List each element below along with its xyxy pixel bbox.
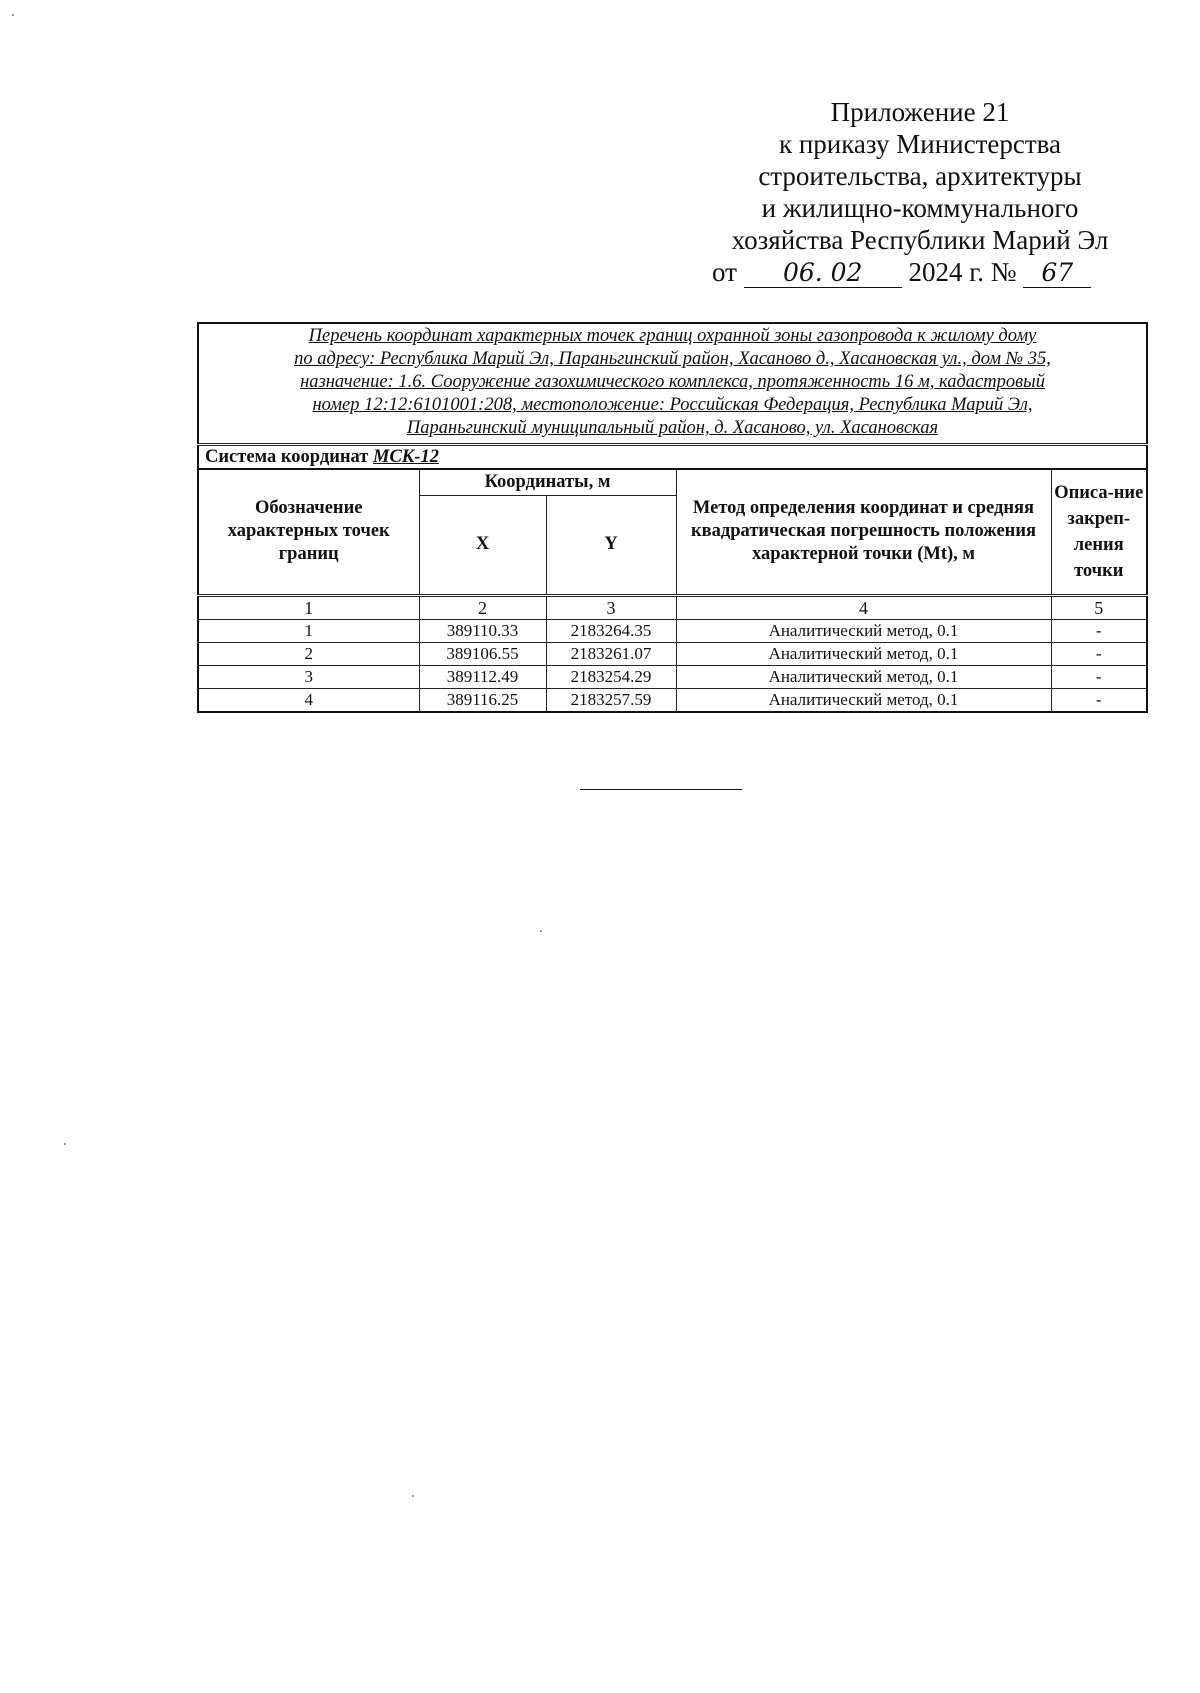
table-row <box>198 619 1147 642</box>
point-cell: 3 <box>198 665 419 688</box>
header-row-1 <box>198 469 1147 495</box>
y-cell: 2183264.35 <box>546 619 676 642</box>
table-title-line: по адресу: Республика Марий Эл, Параньгинский район, Хасаново д., Хасановская ул., дом № 35, <box>294 349 1051 369</box>
coord-system-value: МСК-12 <box>373 447 439 467</box>
order-date-number-line <box>700 256 1140 288</box>
description-cell: - <box>1051 642 1147 665</box>
column-number: 1 <box>198 595 419 619</box>
end-of-document-rule <box>580 789 742 790</box>
ministry-line-3: хозяйства Республики Марий Эл <box>731 225 1109 255</box>
order-date-handwritten: 06. 02 <box>744 259 902 288</box>
scan-speck <box>540 930 542 932</box>
header-coords: Координаты, м <box>419 469 676 495</box>
ministry-line-2: и жилищно-коммунального <box>761 193 1079 223</box>
order-reference-line: к приказу Министерства <box>778 129 1062 159</box>
scan-speck <box>12 14 14 16</box>
table-title-line: Перечень координат характерных точек границ охранной зоны газопровода к жилому дому <box>308 326 1037 346</box>
method-cell: Аналитический метод, 0.1 <box>676 688 1051 712</box>
table-title <box>198 323 1147 445</box>
column-number: 2 <box>419 595 546 619</box>
table-title-line: назначение: 1.6. Сооружение газохимического комплекса, протяженность 16 м, кадастровый <box>300 372 1045 392</box>
order-prefix: от <box>712 257 737 287</box>
description-cell: - <box>1051 688 1147 712</box>
x-cell: 389110.33 <box>419 619 546 642</box>
x-cell: 389106.55 <box>419 642 546 665</box>
scan-speck <box>412 1495 414 1497</box>
x-cell: 389116.25 <box>419 688 546 712</box>
table-row <box>198 665 1147 688</box>
table-title-row <box>198 323 1147 445</box>
y-cell: 2183254.29 <box>546 665 676 688</box>
method-cell: Аналитический метод, 0.1 <box>676 642 1051 665</box>
column-number: 5 <box>1051 595 1147 619</box>
column-number-row <box>198 595 1147 619</box>
y-cell: 2183261.07 <box>546 642 676 665</box>
coord-system-row <box>198 445 1147 470</box>
coord-system-label: Система координат <box>205 447 369 467</box>
description-cell: - <box>1051 665 1147 688</box>
header-point: Обозначение характерных точек границ <box>198 469 419 595</box>
appendix-header <box>700 96 1140 288</box>
coordinates-table <box>197 322 1148 713</box>
point-cell: 1 <box>198 619 419 642</box>
method-cell: Аналитический метод, 0.1 <box>676 619 1051 642</box>
order-year: 2024 г. № <box>908 257 1017 287</box>
coord-system-cell <box>198 445 1147 470</box>
header-x: X <box>419 495 546 595</box>
column-number: 3 <box>546 595 676 619</box>
column-number: 4 <box>676 595 1051 619</box>
table-row <box>198 642 1147 665</box>
header-method: Метод определения координат и средняя квадратическая погрешность положения характерной точки (Mt), м <box>676 469 1051 595</box>
appendix-title: Приложение 21 <box>830 97 1010 127</box>
point-cell: 2 <box>198 642 419 665</box>
table-row <box>198 688 1147 712</box>
header-y: Y <box>546 495 676 595</box>
y-cell: 2183257.59 <box>546 688 676 712</box>
ministry-line-1: строительства, архитектуры <box>758 161 1082 191</box>
table-title-line: номер 12:12:6101001:208, местоположение: Российская Федерация, Республика Марий Эл, <box>312 395 1033 415</box>
description-cell: - <box>1051 619 1147 642</box>
point-cell: 4 <box>198 688 419 712</box>
scan-speck <box>64 1143 66 1145</box>
order-number-handwritten: 67 <box>1023 259 1091 288</box>
x-cell: 389112.49 <box>419 665 546 688</box>
method-cell: Аналитический метод, 0.1 <box>676 665 1051 688</box>
header-description: Описа-ние закреп-ления точки <box>1051 469 1147 595</box>
table-title-line: Параньгинский муниципальный район, д. Хасаново, ул. Хасановская <box>406 418 939 438</box>
